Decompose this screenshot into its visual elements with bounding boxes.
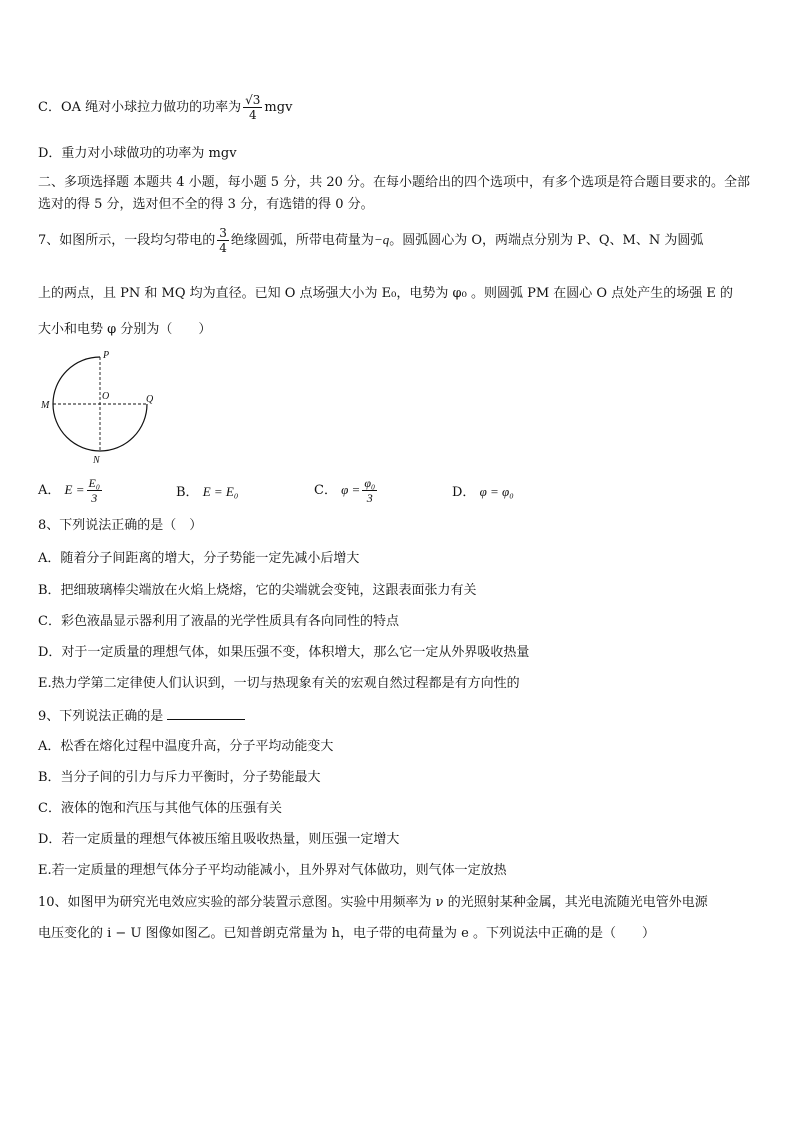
- q8-option-c[interactable]: C．彩色液晶显示器利用了液晶的光学性质具有各向同性的特点: [38, 614, 399, 629]
- q7-option-c[interactable]: C． φ = $\frac{\text{φ₀}}{3}$: [314, 476, 376, 505]
- q9-option-a[interactable]: A．松香在熔化过程中温度升高，分子平均动能变大: [38, 739, 334, 754]
- fraction: $\frac{\text{φ₀}}{3}$: [364, 476, 376, 505]
- fraction: $\frac{3}{4}$: [219, 226, 227, 255]
- label-m: M: [41, 400, 50, 411]
- label-n: N: [93, 455, 100, 465]
- q9-option-d[interactable]: D．若一定质量的理想气体被压缩且吸收热量，则压强一定增大: [38, 832, 400, 847]
- q7-option-b[interactable]: B． E = E₀: [176, 484, 239, 500]
- q10-stem-line1: 10、如图甲为研究光电效应实验的部分装置示意图。实验中用频率为 ν 的光照射某种金属，其光电流随光电管外电源: [38, 895, 708, 910]
- q9-option-e[interactable]: E.若一定质量的理想气体分子平均动能减小，且外界对气体做功，则气体一定放热: [38, 863, 507, 878]
- label-q: Q: [146, 394, 154, 405]
- q8-option-b[interactable]: B．把细玻璃棒尖端放在火焰上烧熔，它的尖端就会变钝，这跟表面张力有关: [38, 583, 477, 598]
- q8-stem: 8、下列说法正确的是（ ）: [38, 518, 203, 533]
- option-c-prev: C．OA 绳对小球拉力做功的功率为 $\frac{√3}{4}$ mgv: [38, 93, 293, 122]
- q7-option-d[interactable]: D． φ = φ₀: [452, 484, 514, 500]
- q7-circle-figure: [36, 350, 166, 465]
- label-p: P: [103, 350, 110, 361]
- option-d-prev: D．重力对小球做功的功率为 mgv: [38, 146, 237, 161]
- q7-stem-line1: 7、如图所示，一段均匀带电的 $\frac{3}{4}$ 绝缘圆弧，所带电荷量为−q。圆弧圆心为 O，两端点分别为 P、Q、M、N 为圆弧: [38, 226, 704, 255]
- q9-option-c[interactable]: C．液体的饱和汽压与其他气体的压强有关: [38, 801, 282, 816]
- q8-option-d[interactable]: D．对于一定质量的理想气体，如果压强不变，体积增大，那么它一定从外界吸收热量: [38, 645, 530, 660]
- fraction: $\frac{√3}{4}$: [245, 93, 261, 122]
- q8-option-a[interactable]: A．随着分子间距离的增大，分子势能一定先减小后增大: [38, 551, 360, 566]
- section-heading-multiple-choice: 二、多项选择题 本题共 4 小题，每小题 5 分，共 20 分。在每小题给出的四个选项中，有多个选项是符合题目要求的。全部选对的得 5 分，选对但不全的得 3 分，有选错的得 0 分。: [38, 175, 751, 212]
- q7-stem-line2: 上的两点，且 PN 和 MQ 均为直径。已知 O 点场强大小为 E₀，电势为 φ₀ 。则圆弧 PM 在圆心 O 点处产生的场强 E 的: [38, 286, 733, 301]
- fraction: $\frac{\text{E₀}}{3}$: [88, 476, 101, 505]
- q9-option-b[interactable]: B．当分子间的引力与斥力平衡时，分子势能最大: [38, 770, 321, 785]
- label-o: O: [102, 391, 110, 402]
- q7-option-a[interactable]: A． E = $\frac{\text{E₀}}{3}$: [38, 476, 101, 505]
- q7-stem-line3: 大小和电势 φ 分别为（ ）: [38, 322, 212, 337]
- q10-stem-line2: 电压变化的 i − U 图像如图乙。已知普朗克常量为 h，电子带的电荷量为 e 。下列说法中正确的是（ ）: [38, 926, 655, 941]
- q8-option-e[interactable]: E.热力学第二定律使人们认识到，一切与热现象有关的宏观自然过程都是有方向性的: [38, 676, 520, 691]
- q9-stem: 9、下列说法正确的是: [38, 707, 245, 725]
- answer-blank[interactable]: [167, 707, 245, 720]
